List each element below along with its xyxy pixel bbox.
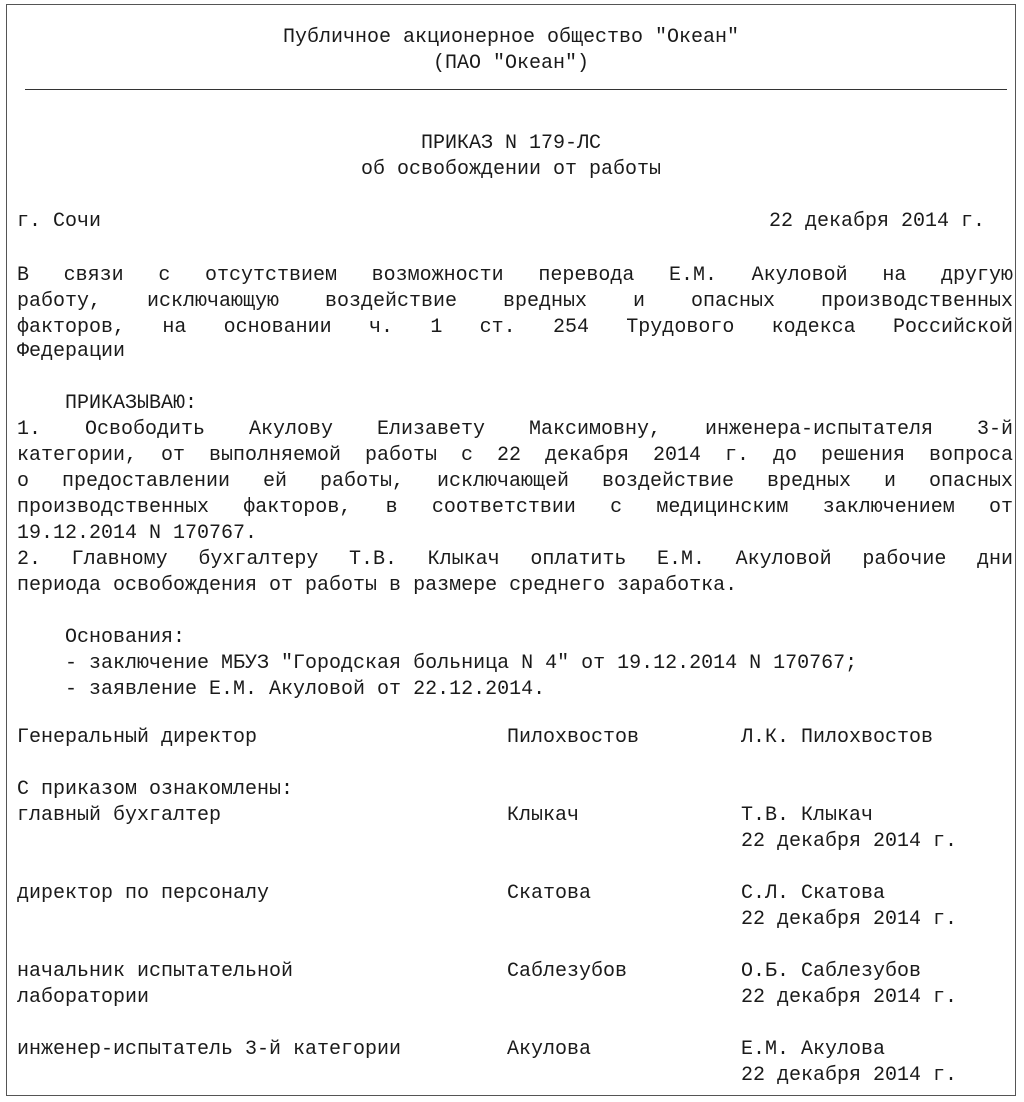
acquaint-title: С приказом ознакомлены: — [17, 778, 294, 801]
city: г. Сочи — [17, 210, 102, 233]
order-item-line: 2. Главному бухгалтеру Т.В. Клыкач оплатить Е.М. Акуловой рабочие дни — [17, 548, 1013, 571]
director-position: Генеральный директор — [17, 726, 258, 749]
grounds-line: - заключение МБУЗ "Городская больница N 4" от 19.12.2014 N 170767; — [17, 652, 858, 675]
company-short-name: (ПАО "Океан") — [432, 52, 590, 75]
director-name: Л.К. Пилохвостов — [741, 726, 934, 749]
signer-position-cont: лаборатории — [17, 986, 150, 1009]
signer-signature: Клыкач — [507, 804, 580, 827]
signer-name: Е.М. Акулова — [741, 1038, 886, 1061]
signer-date: 22 декабря 2014 г. — [741, 908, 958, 931]
signer-signature: Акулова — [507, 1038, 592, 1061]
signer-date: 22 декабря 2014 г. — [741, 830, 958, 853]
signer-name: О.Б. Саблезубов — [741, 960, 922, 983]
signer-position: инженер-испытатель 3-й категории — [17, 1038, 402, 1061]
order-item-line: 19.12.2014 N 170767. — [17, 522, 258, 545]
grounds-title: Основания: — [17, 626, 186, 649]
signer-position: начальник испытательной — [17, 960, 294, 983]
signer-signature: Скатова — [507, 882, 592, 905]
order-item-line: периода освобождения от работы в размере среднего заработка. — [17, 574, 738, 597]
signer-name: С.Л. Скатова — [741, 882, 886, 905]
order-item-line: о предоставлении ей работы, исключающей воздействие вредных и опасных — [17, 470, 1013, 493]
preamble-line: В связи с отсутствием возможности перевода Е.М. Акуловой на другую — [17, 264, 1013, 287]
order-word: ПРИКАЗЫВАЮ: — [17, 392, 198, 415]
director-signature: Пилохвостов — [507, 726, 640, 749]
header-divider — [25, 89, 1007, 90]
order-item-line: 1. Освободить Акулову Елизавету Максимовну, инженера-испытателя 3-й — [17, 418, 1013, 441]
preamble-line: факторов, на основании ч. 1 ст. 254 Трудового кодекса Российской — [17, 316, 1013, 339]
preamble-line: работу, исключающую воздействие вредных и опасных производственных — [17, 290, 1013, 313]
order-subtitle: об освобождении от работы — [360, 158, 662, 181]
signer-position: директор по персоналу — [17, 882, 270, 905]
grounds-line: - заявление Е.М. Акуловой от 22.12.2014. — [17, 678, 546, 701]
order-item-line: производственных факторов, в соответствии с медицинским заключением от — [17, 496, 1013, 519]
signer-signature: Саблезубов — [507, 960, 628, 983]
company-full-name: Публичное акционерное общество "Океан" — [282, 26, 740, 49]
signer-date: 22 декабря 2014 г. — [741, 986, 958, 1009]
order-title: ПРИКАЗ N 179-ЛС — [420, 132, 602, 155]
order-date: 22 декабря 2014 г. — [769, 210, 986, 233]
order-item-line: категории, от выполняемой работы с 22 декабря 2014 г. до решения вопроса — [17, 444, 1013, 467]
document-page — [6, 4, 1016, 1096]
preamble-line: Федерации — [17, 340, 126, 363]
signer-position: главный бухгалтер — [17, 804, 222, 827]
signer-date: 22 декабря 2014 г. — [741, 1064, 958, 1087]
signer-name: Т.В. Клыкач — [741, 804, 874, 827]
